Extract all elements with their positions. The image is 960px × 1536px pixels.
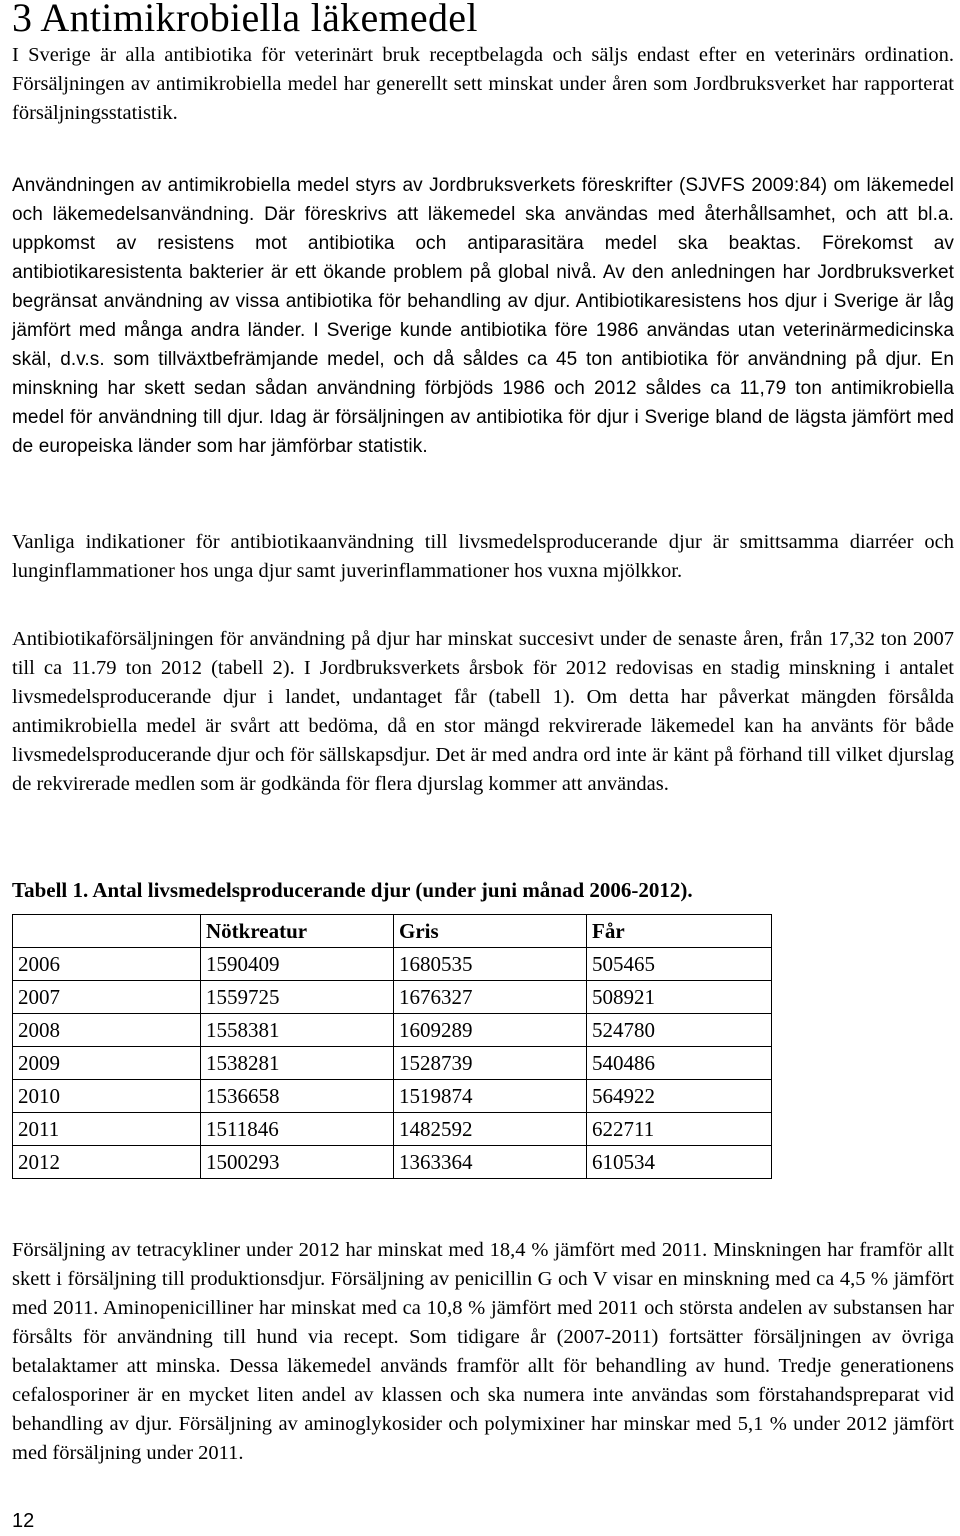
- header-cell-gris: Gris: [394, 915, 587, 948]
- table-cell: 540486: [587, 1047, 772, 1080]
- table-cell: 1558381: [201, 1014, 394, 1047]
- table-cell: 524780: [587, 1014, 772, 1047]
- table-row: [13, 1080, 772, 1113]
- table-caption: Tabell 1. Antal livsmedelsproducerande djur (under juni månad 2006-2012).: [12, 878, 693, 902]
- table-cell: 564922: [587, 1080, 772, 1113]
- paragraph-regulation: Användningen av antimikrobiella medel styrs av Jordbruksverkets föreskrifter (SJVFS 2009:84) om läkemedel och läkemedelsanvändning. Där föreskrivs att läkemedel ska användas med återhållsamhet, och att bl.a. uppkomst av resistens mot antibiotika och antiparasitära medel ska beaktas. Förekomst av antibiotikaresistenta bakterier är ett ökande problem på global nivå. Av den anledningen har Jordbruksverket begränsat användning av vissa antibiotika för behandling av djur. Antibiotikaresistens hos djur i Sverige är låg jämfört med många andra länder. I Sverige kunde antibiotika före 1986 användas utan veterinärmedicinska skäl, d.v.s. som tillväxtbefrämjande medel, och då såldes ca 45 ton antibiotika för användning på djur. En minskning har skett sedan sådan användning förbjöds 1986 och 2012 såldes ca 11,79 ton antimikrobiella medel för användning till djur. Idag är försäljningen av antibiotika för djur i Sverige bland de lägsta jämfört med de europeiska länder som har jämförbar statistik.: [12, 175, 954, 457]
- table-row: [13, 981, 772, 1014]
- chapter-heading: 3 Antimikrobiella läkemedel: [12, 0, 478, 40]
- table-cell: 1538281: [201, 1047, 394, 1080]
- table-row: [13, 1014, 772, 1047]
- header-cell-notkreatur: Nötkreatur: [201, 915, 394, 948]
- paragraph-indications: Vanliga indikationer för antibiotikaanvändning till livsmedelsproducerande djur är smittsamma diarréer och lunginflammationer hos unga djur samt juverinflammationer hos vuxna mjölkkor.: [12, 531, 954, 582]
- paragraph-substances: Försäljning av tetracykliner under 2012 har minskat med 18,4 % jämfört med 2011. Minskningen har framför allt skett i försäljning till produktionsdjur. Försäljning av penicillin G och V visar en minskning med ca 4,5 % jämfört med 2011. Aminopenicilliner har minskat med ca 10,8 % jämfört med 2011 och största andelen av substansen har försålts för användning till hund via recept. Som tidigare år (2007-2011) fortsätter försäljningen av övriga betalaktamer att minska. Dessa läkemedel används framför allt för behandling av hund. Tredje generationens cefalosporiner är en mycket liten andel av klassen och ska numera inte användas som förstahandspreparat vid behandling av djur. Försäljning av aminoglykosider och polymixiner har minskar med 5,1 % under 2012 jämfört med försäljning under 2011.: [12, 1239, 954, 1464]
- paragraph-sales-trend: Antibiotikaförsäljningen för användning på djur har minskat succesivt under de senaste åren, från 17,32 ton 2007 till ca 11.79 ton 2012 (tabell 2). I Jordbruksverkets årsbok för 2012 redovisas en stadig minskning i antalet livsmedelsproducerande djur i landet, undantaget får (tabell 1). Om detta har påverkat mängden försålda antimikrobiella medel är svårt att bedöma, då en stor mängd rekvirerade läkemedel kan ha använts för både livsmedelsproducerande djur och för sällskapsdjur. Det är med andra ord inte är känt på förhand till vilket djurslag de rekvirerade medlen som är godkända för flera djurslag kommer att användas.: [12, 628, 954, 795]
- table-cell: 1680535: [394, 948, 587, 981]
- table-cell: 1500293: [201, 1146, 394, 1179]
- paragraph-intro: I Sverige är alla antibiotika för veterinärt bruk receptbelagda och säljs endast efter en veterinärs ordination. Försäljningen av antimikrobiella medel har generellt sett minskat under åren som Jordbruksverket har rapporterat försäljningsstatistik.: [12, 44, 954, 124]
- table-header-row: [13, 915, 772, 948]
- table-cell: 1511846: [201, 1113, 394, 1146]
- header-cell-far: Får: [587, 915, 772, 948]
- table-cell: 2008: [13, 1014, 201, 1047]
- table-cell: 1482592: [394, 1113, 587, 1146]
- table-row: [13, 1047, 772, 1080]
- table-row: [13, 948, 772, 981]
- table-cell: 2009: [13, 1047, 201, 1080]
- table-cell: 1363364: [394, 1146, 587, 1179]
- table-cell: 622711: [587, 1113, 772, 1146]
- table-row: [13, 1113, 772, 1146]
- table-cell: 1590409: [201, 948, 394, 981]
- table-cell: 1676327: [394, 981, 587, 1014]
- table-row: [13, 1146, 772, 1179]
- table-cell: 508921: [587, 981, 772, 1014]
- table-cell: 2011: [13, 1113, 201, 1146]
- table-cell: 1528739: [394, 1047, 587, 1080]
- page-number: 12: [12, 1510, 35, 1532]
- table-cell: 1609289: [394, 1014, 587, 1047]
- table-cell: 2006: [13, 948, 201, 981]
- table-cell: 505465: [587, 948, 772, 981]
- livestock-table: [12, 914, 772, 1179]
- table-cell: 2012: [13, 1146, 201, 1179]
- header-cell-year: [13, 915, 201, 948]
- table-cell: 1519874: [394, 1080, 587, 1113]
- table-cell: 2010: [13, 1080, 201, 1113]
- table-cell: 1559725: [201, 981, 394, 1014]
- table-cell: 1536658: [201, 1080, 394, 1113]
- table-cell: 610534: [587, 1146, 772, 1179]
- table-cell: 2007: [13, 981, 201, 1014]
